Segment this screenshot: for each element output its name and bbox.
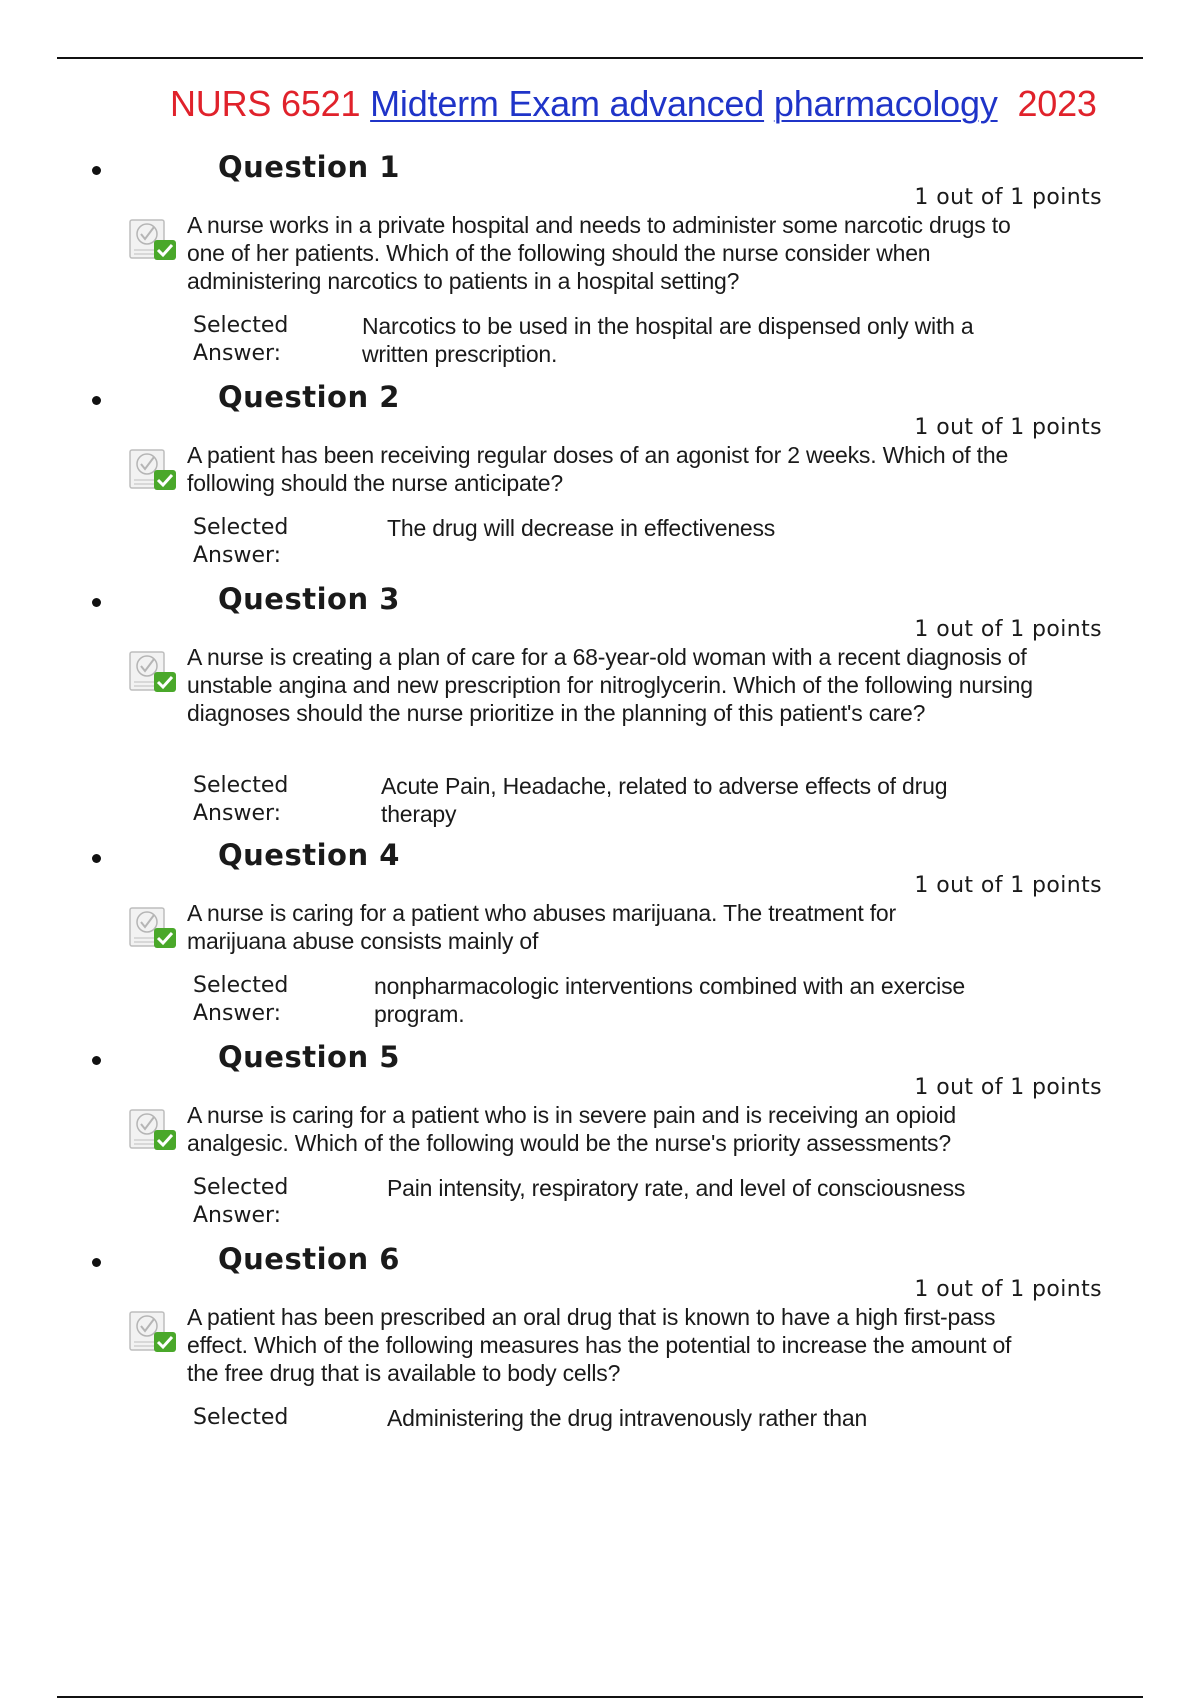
question-text: A nurse is caring for a patient who is in severe pain and is receiving an opioid analgesic. Which of the following would be the nurse's priority assessments?	[187, 1102, 957, 1156]
selected-answer: The drug will decrease in effectiveness	[387, 515, 776, 541]
question-text: A nurse works in a private hospital and needs to administer some narcotic drugs to one of her patients. Which of the following should the nurse consider when administering narcotics to patients in a hospital setting?	[187, 212, 1011, 294]
correct-check-icon	[128, 1306, 180, 1356]
document-title	[170, 83, 1200, 125]
bullet	[92, 598, 101, 607]
top-rule	[57, 57, 1143, 59]
question-points: 1 out of 1 points	[914, 1277, 1102, 1302]
title-course-code: NURS 6521	[170, 83, 361, 124]
question-heading: Question 4	[218, 838, 400, 872]
question-heading: Question 2	[218, 380, 400, 414]
correct-check-icon	[128, 214, 180, 264]
selected-answer-label: Selected Answer:	[193, 515, 289, 568]
question-heading: Question 5	[218, 1040, 400, 1074]
question-points: 1 out of 1 points	[914, 617, 1102, 642]
selected-answer: Administering the drug intravenously rather than	[387, 1405, 868, 1431]
question-points: 1 out of 1 points	[914, 415, 1102, 440]
title-link-pharmacology[interactable]: pharmacology	[773, 83, 998, 124]
bottom-rule	[57, 1696, 1143, 1698]
title-year: 2023	[1017, 83, 1097, 124]
selected-answer: nonpharmacologic interventions combined with an exercise program.	[374, 973, 965, 1027]
question-heading: Question 3	[218, 582, 400, 616]
correct-check-icon	[128, 902, 180, 952]
selected-answer-label: Selected Answer:	[193, 973, 289, 1026]
bullet	[92, 1056, 101, 1065]
correct-check-icon	[128, 1104, 180, 1154]
selected-answer-label: Selected Answer:	[193, 313, 289, 366]
selected-answer-label: Selected Answer:	[193, 1175, 289, 1228]
selected-answer: Acute Pain, Headache, related to adverse effects of drug therapy	[381, 773, 948, 827]
bullet	[92, 396, 101, 405]
question-text: A nurse is caring for a patient who abuses marijuana. The treatment for marijuana abuse consists mainly of	[187, 900, 896, 954]
selected-answer: Pain intensity, respiratory rate, and level of consciousness	[387, 1175, 966, 1201]
bullet	[92, 854, 101, 863]
selected-answer-label: Selected	[193, 1405, 289, 1430]
question-text: A patient has been prescribed an oral drug that is known to have a high first-pass effect. Which of the following measures has the potential to increase the amount of the free drug that is available to body cells?	[187, 1304, 1012, 1386]
title-link-midterm[interactable]: Midterm Exam advanced	[370, 83, 765, 124]
question-heading: Question 1	[218, 150, 400, 184]
correct-check-icon	[128, 646, 180, 696]
question-text: A patient has been receiving regular doses of an agonist for 2 weeks. Which of the following should the nurse anticipate?	[187, 442, 1009, 496]
selected-answer: Narcotics to be used in the hospital are dispensed only with a written prescription.	[362, 313, 974, 367]
correct-check-icon	[128, 444, 180, 494]
question-points: 1 out of 1 points	[914, 1075, 1102, 1100]
bullet	[92, 1258, 101, 1267]
bullet	[92, 166, 101, 175]
selected-answer-label: Selected Answer:	[193, 773, 289, 826]
question-text: A nurse is creating a plan of care for a 68-year-old woman with a recent diagnosis of unstable angina and new prescription for nitroglycerin. Which of the following nursing diagnoses should the nurse prioritize in the planning of this patient's care?	[187, 644, 1033, 726]
question-heading: Question 6	[218, 1242, 400, 1276]
question-points: 1 out of 1 points	[914, 873, 1102, 898]
question-points: 1 out of 1 points	[914, 185, 1102, 210]
